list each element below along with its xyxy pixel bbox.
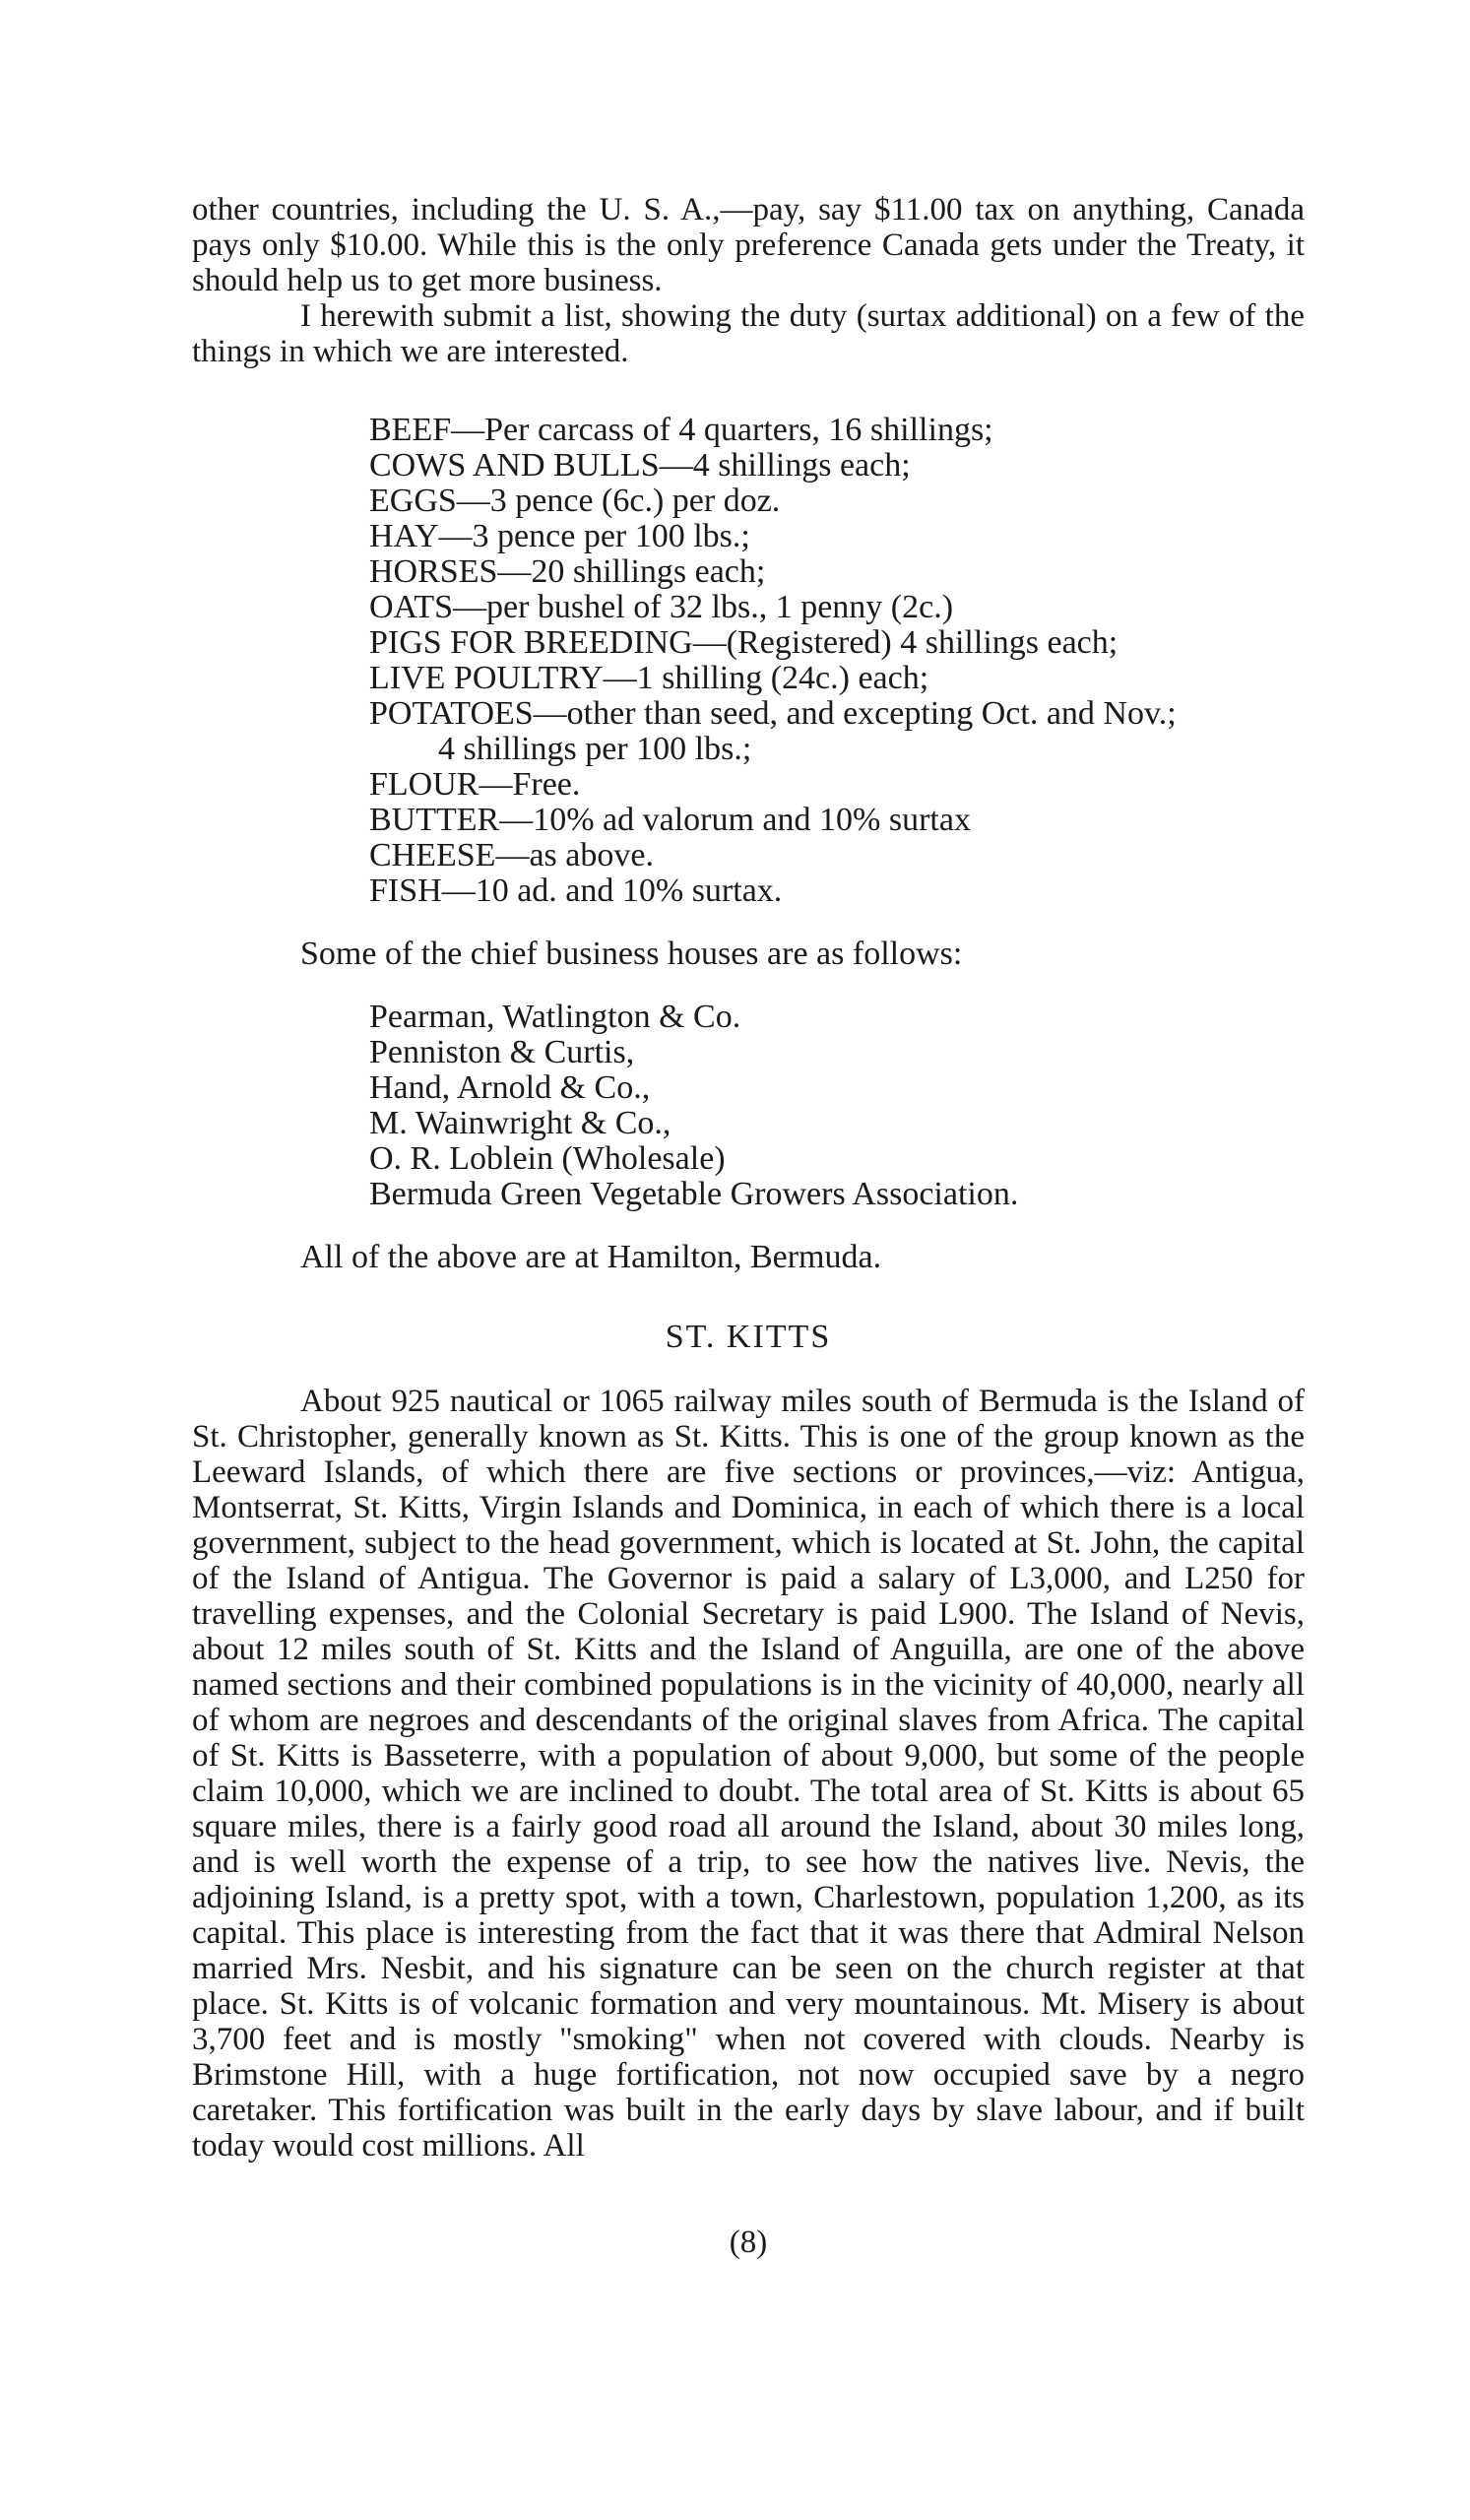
intro-paragraph: other countries, including the U. S. A.,—pay, say $11.00 tax on anything, Canada pays only $10.00. While this is the only preference Canada gets under the Treaty, it should help us to get more business. [192,192,1305,298]
duty-item-poultry: LIVE POULTRY—1 shilling (24c.) each; [369,660,929,696]
duty-item-eggs: EGGS—3 pence (6c.) per doz. [369,483,781,519]
business-houses-list [369,1000,1305,1212]
business-house: Hand, Arnold & Co., [369,1069,651,1106]
duty-item-pigs: PIGS FOR BREEDING—(Registered) 4 shillings each; [369,624,1118,661]
duty-item-hay: HAY—3 pence per 100 lbs.; [369,518,750,554]
business-houses-intro: Some of the chief business houses are as follows: [300,936,963,972]
business-house: Bermuda Green Vegetable Growers Association. [369,1176,1019,1212]
duty-item-flour: FLOUR—Free. [369,766,581,803]
business-house: O. R. Loblein (Wholesale) [369,1140,726,1177]
document-page [192,192,1305,2261]
list-intro-paragraph: I herewith submit a list, showing the duty (surtax additional) on a few of the things in which we are interested. [192,298,1305,369]
business-house: M. Wainwright & Co., [369,1105,671,1141]
duty-item-cows: COWS AND BULLS—4 shillings each; [369,447,911,484]
duty-item-oats: OATS—per bushel of 32 lbs., 1 penny (2c.) [369,589,954,625]
duty-item-horses: HORSES—20 shillings each; [369,553,766,590]
business-house: Penniston & Curtis, [369,1034,635,1070]
duty-item-fish: FISH—10 ad. and 10% surtax. [369,872,783,909]
duty-item-cheese: CHEESE—as above. [369,837,654,873]
section-heading: ST. KITTS [665,1319,832,1355]
business-house: Pearman, Watlington & Co. [369,999,741,1035]
page-number: (8) [729,2225,768,2260]
duty-item-potatoes-cont: 4 shillings per 100 lbs.; [438,731,752,767]
duty-list [369,413,1305,909]
business-houses-location: All of the above are at Hamilton, Bermuda. [300,1239,882,1275]
duty-item-butter: BUTTER—10% ad valorum and 10% surtax [369,802,971,838]
duty-item-potatoes: POTATOES—other than seed, and excepting Oct. and Nov.; [369,695,1177,732]
duty-item-beef: BEEF—Per carcass of 4 quarters, 16 shillings; [369,412,993,448]
section-body-paragraph: About 925 nautical or 1065 railway miles south of Bermuda is the Island of St. Christopher, generally known as St. Kitts. This is one of the group known as the Leeward Islands, of which there are five sections or provinces,—viz: Antigua, Montserrat, St. Kitts, Virgin Islands and Dominica, in each of which there is a local government, subject to the head government, which is located at St. John, the capital of the Island of Antigua. The Governor is paid a salary of L3,000, and L250 for travelling expenses, and the Colonial Secretary is paid L900. The Island of Nevis, about 12 miles south of St. Kitts and the Island of Anguilla, are one of the above named sections and their combined populations is in the vicinity of 40,000, nearly all of whom are negroes and descendants of the original slaves from Africa. The capital of St. Kitts is Basseterre, with a population of about 9,000, but some of the people claim 10,000, which we are inclined to doubt. The total area of St. Kitts is about 65 square miles, there is a fairly good road all around the Island, about 30 miles long, and is well worth the expense of a trip, to see how the natives live. Nevis, the adjoining Island, is a pretty spot, with a town, Charlestown, population 1,200, as its capital. This place is interesting from the fact that it was there that Admiral Nelson married Mrs. Nesbit, and his signature can be seen on the church register at that place. St. Kitts is of volcanic formation and very mountainous. Mt. Misery is about 3,700 feet and is mostly "smoking" when not covered with clouds. Nearby is Brimstone Hill, with a huge fortification, not now occupied save by a negro caretaker. This fortification was built in the early days by slave labour, and if built today would cost millions. All [192,1384,1305,2164]
